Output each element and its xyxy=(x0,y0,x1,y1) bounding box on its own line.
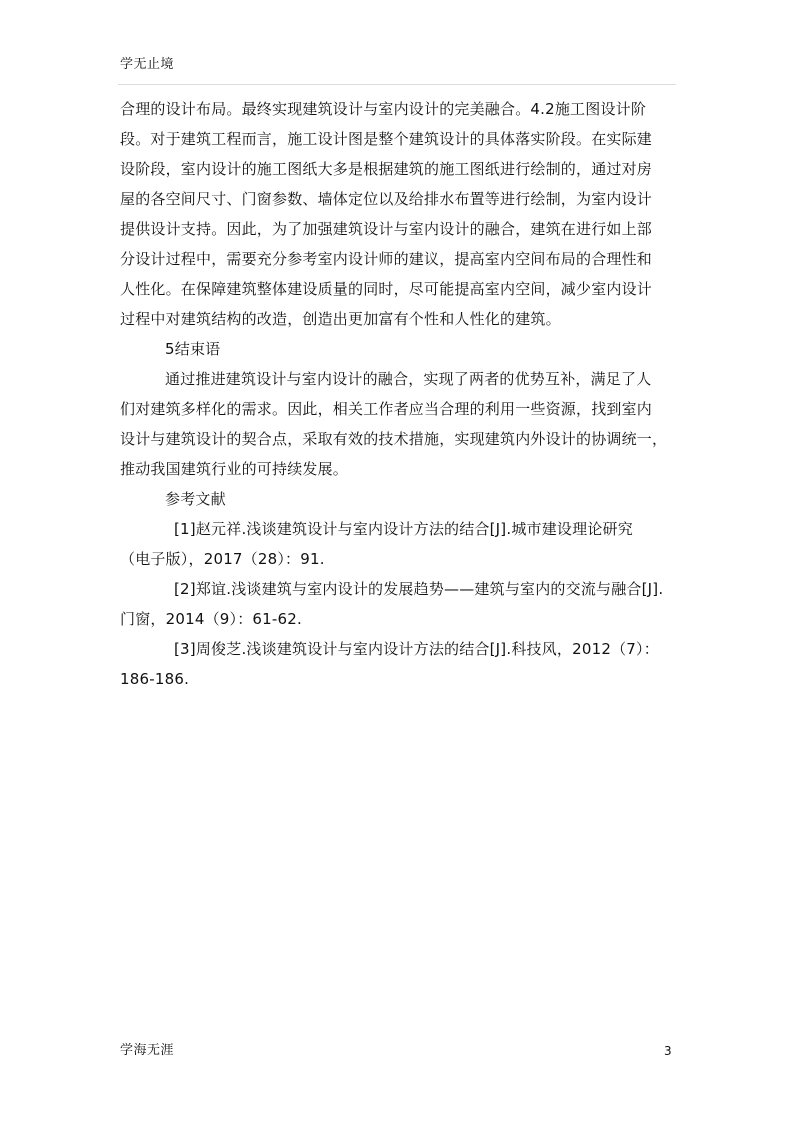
body-line: 过程中对建筑结构的改造，创造出更加富有个性和人性化的建筑。 xyxy=(120,310,561,328)
conclusion-line: 推动我国建筑行业的可持续发展。 xyxy=(120,460,349,478)
reference-entry: [2]郑谊.浅谈建筑与室内设计的发展趋势——建筑与室内的交流与融合[J]. xyxy=(174,580,664,598)
references-heading: 参考文献 xyxy=(165,490,226,508)
body-line: 合理的设计布局。最终实现建筑设计与室内设计的完美融合。4.2施工图设计阶 xyxy=(120,100,647,118)
body-line: 人性化。在保障建筑整体建设质量的同时，尽可能提高室内空间，减少室内设计 xyxy=(120,280,653,298)
document-body xyxy=(120,94,680,694)
section-heading: 5结束语 xyxy=(165,340,221,358)
page-number: 3 xyxy=(664,1044,672,1058)
reference-entry: [1]赵元祥.浅谈建筑设计与室内设计方法的结合[J].城市建设理论研究 xyxy=(174,520,633,538)
conclusion-line: 设计与建筑设计的契合点，采取有效的技术措施，实现建筑内外设计的协调统一， xyxy=(120,430,668,448)
header-divider xyxy=(118,84,676,85)
body-line: 分设计过程中，需要充分参考室内设计师的建议，提高室内空间布局的合理性和 xyxy=(120,250,653,268)
page-footer: 学海无涯 xyxy=(120,1043,175,1058)
body-line: 段。对于建筑工程而言，施工设计图是整个建筑设计的具体落实阶段。在实际建 xyxy=(120,130,653,148)
body-line: 设阶段，室内设计的施工图纸大多是根据建筑的施工图纸进行绘制的，通过对房 xyxy=(120,160,653,178)
conclusion-line: 通过推进建筑设计与室内设计的融合，实现了两者的优势互补，满足了人 xyxy=(165,370,652,388)
conclusion-line: 们对建筑多样化的需求。因此，相关工作者应当合理的利用一些资源，找到室内 xyxy=(120,400,653,418)
page-header: 学无止境 xyxy=(120,57,175,72)
body-line: 屋的各空间尺寸、门窗参数、墙体定位以及给排水布置等进行绘制，为室内设计 xyxy=(120,190,653,208)
reference-entry-continued: 门窗，2014（9）：61-62. xyxy=(120,610,302,628)
reference-entry: [3]周俊芝.浅谈建筑设计与室内设计方法的结合[J].科技风，2012（7）： xyxy=(174,640,659,658)
reference-entry-continued: （电子版），2017（28）：91. xyxy=(120,550,325,568)
body-line: 提供设计支持。因此，为了加强建筑设计与室内设计的融合，建筑在进行如上部 xyxy=(120,220,653,238)
reference-entry-continued: 186-186. xyxy=(120,670,190,688)
